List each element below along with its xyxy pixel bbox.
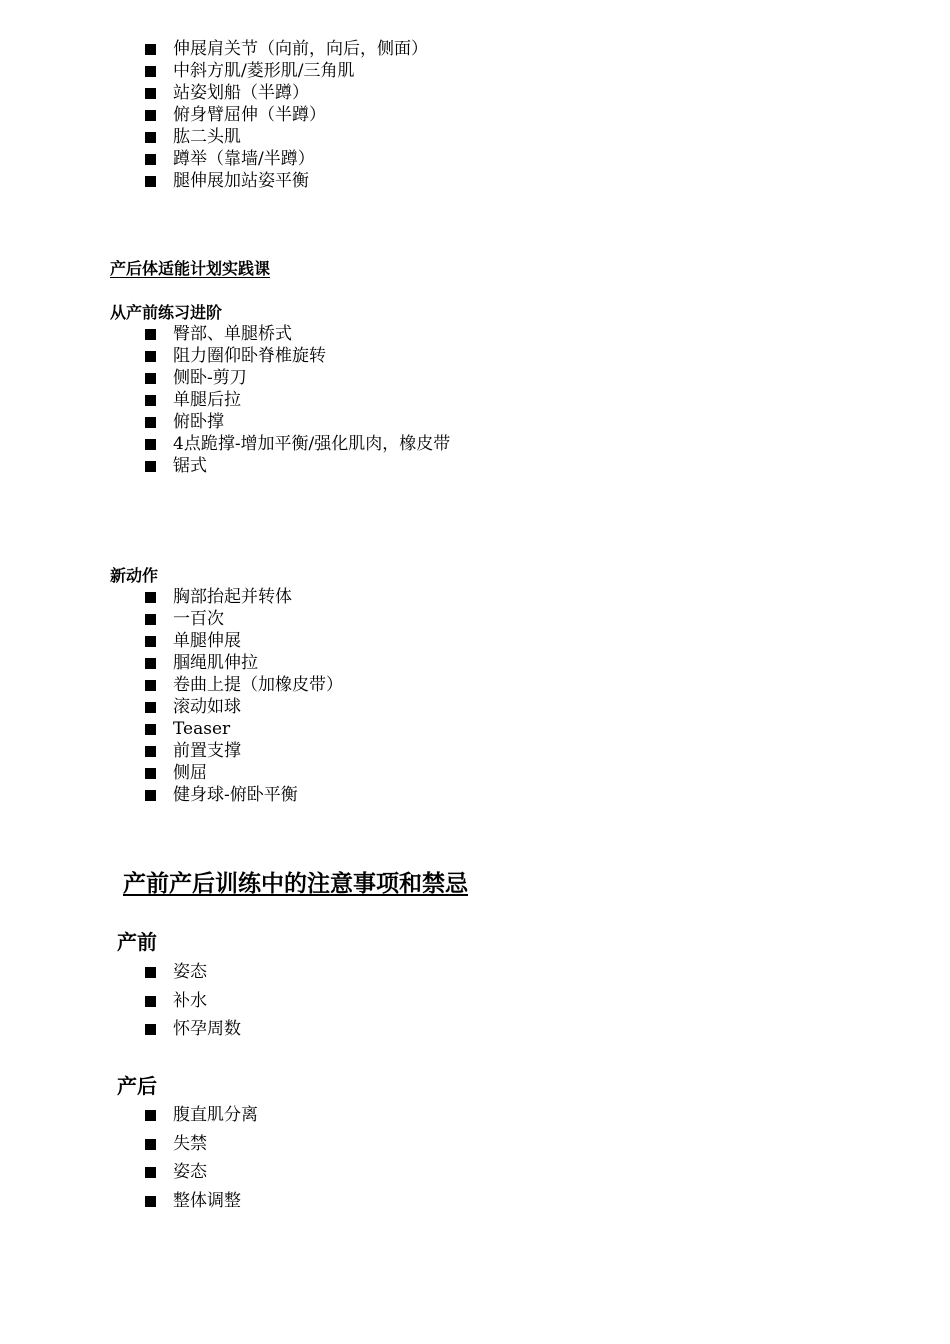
list-item: 腿伸展加站姿平衡 bbox=[145, 170, 428, 192]
square-bullet-icon bbox=[145, 1024, 156, 1035]
list-item: 滚动如球 bbox=[145, 696, 343, 718]
square-bullet-icon bbox=[145, 1167, 156, 1178]
square-bullet-icon bbox=[145, 373, 156, 384]
list-item: 姿态 bbox=[145, 958, 241, 987]
list-item: 怀孕周数 bbox=[145, 1015, 241, 1044]
square-bullet-icon bbox=[145, 724, 156, 735]
postnatal-list bbox=[145, 1101, 258, 1216]
progression-list bbox=[145, 323, 450, 477]
list-item: Teaser bbox=[145, 718, 343, 740]
list-item: 肱二头肌 bbox=[145, 126, 428, 148]
square-bullet-icon bbox=[145, 746, 156, 757]
square-bullet-icon bbox=[145, 967, 156, 978]
list-item: 健身球-俯卧平衡 bbox=[145, 784, 343, 806]
postnatal-practice-title: 产后体适能计划实践课 bbox=[110, 259, 271, 278]
list-item: 臀部、单腿桥式 bbox=[145, 323, 450, 345]
list-item: 腹直肌分离 bbox=[145, 1101, 258, 1130]
list-item: 锯式 bbox=[145, 455, 450, 477]
list-item: 整体调整 bbox=[145, 1187, 258, 1216]
list-item: 侧卧-剪刀 bbox=[145, 367, 450, 389]
square-bullet-icon bbox=[145, 461, 156, 472]
postnatal-title: 产后 bbox=[117, 1074, 157, 1098]
square-bullet-icon bbox=[145, 1110, 156, 1121]
list-item: 胸部抬起并转体 bbox=[145, 586, 343, 608]
square-bullet-icon bbox=[145, 1139, 156, 1150]
list-item: 中斜方肌/菱形肌/三角肌 bbox=[145, 60, 428, 82]
list-item: 腘绳肌伸拉 bbox=[145, 652, 343, 674]
list-item: 一百次 bbox=[145, 608, 343, 630]
list-item: 蹲举（靠墙/半蹲） bbox=[145, 148, 428, 170]
square-bullet-icon bbox=[145, 614, 156, 625]
list-item: 4点跪撑-增加平衡/强化肌肉，橡皮带 bbox=[145, 433, 450, 455]
square-bullet-icon bbox=[145, 658, 156, 669]
square-bullet-icon bbox=[145, 154, 156, 165]
square-bullet-icon bbox=[145, 395, 156, 406]
new-moves-list bbox=[145, 586, 343, 806]
square-bullet-icon bbox=[145, 1196, 156, 1207]
prenatal-list bbox=[145, 958, 241, 1044]
square-bullet-icon bbox=[145, 768, 156, 779]
list-item: 单腿伸展 bbox=[145, 630, 343, 652]
list-item: 俯身臂屈伸（半蹲） bbox=[145, 104, 428, 126]
prenatal-title: 产前 bbox=[117, 930, 157, 954]
list-item: 前置支撑 bbox=[145, 740, 343, 762]
progression-title: 从产前练习进阶 bbox=[110, 303, 223, 322]
square-bullet-icon bbox=[145, 439, 156, 450]
list-item: 失禁 bbox=[145, 1130, 258, 1159]
list-item: 单腿后拉 bbox=[145, 389, 450, 411]
square-bullet-icon bbox=[145, 680, 156, 691]
square-bullet-icon bbox=[145, 417, 156, 428]
list-item: 姿态 bbox=[145, 1158, 258, 1187]
list-item: 侧屈 bbox=[145, 762, 343, 784]
square-bullet-icon bbox=[145, 329, 156, 340]
list-item: 伸展肩关节（向前，向后，侧面） bbox=[145, 38, 428, 60]
list-item: 俯卧撑 bbox=[145, 411, 450, 433]
square-bullet-icon bbox=[145, 351, 156, 362]
square-bullet-icon bbox=[145, 996, 156, 1007]
top-exercise-list bbox=[145, 38, 428, 192]
precautions-title: 产前产后训练中的注意事项和禁忌 bbox=[123, 871, 468, 897]
square-bullet-icon bbox=[145, 702, 156, 713]
square-bullet-icon bbox=[145, 176, 156, 187]
square-bullet-icon bbox=[145, 790, 156, 801]
square-bullet-icon bbox=[145, 636, 156, 647]
square-bullet-icon bbox=[145, 66, 156, 77]
list-item: 补水 bbox=[145, 987, 241, 1016]
square-bullet-icon bbox=[145, 44, 156, 55]
square-bullet-icon bbox=[145, 592, 156, 603]
square-bullet-icon bbox=[145, 88, 156, 99]
new-moves-title: 新动作 bbox=[110, 566, 159, 585]
list-item: 阻力圈仰卧脊椎旋转 bbox=[145, 345, 450, 367]
list-item: 卷曲上提（加橡皮带） bbox=[145, 674, 343, 696]
square-bullet-icon bbox=[145, 132, 156, 143]
list-item: 站姿划船（半蹲） bbox=[145, 82, 428, 104]
square-bullet-icon bbox=[145, 110, 156, 121]
